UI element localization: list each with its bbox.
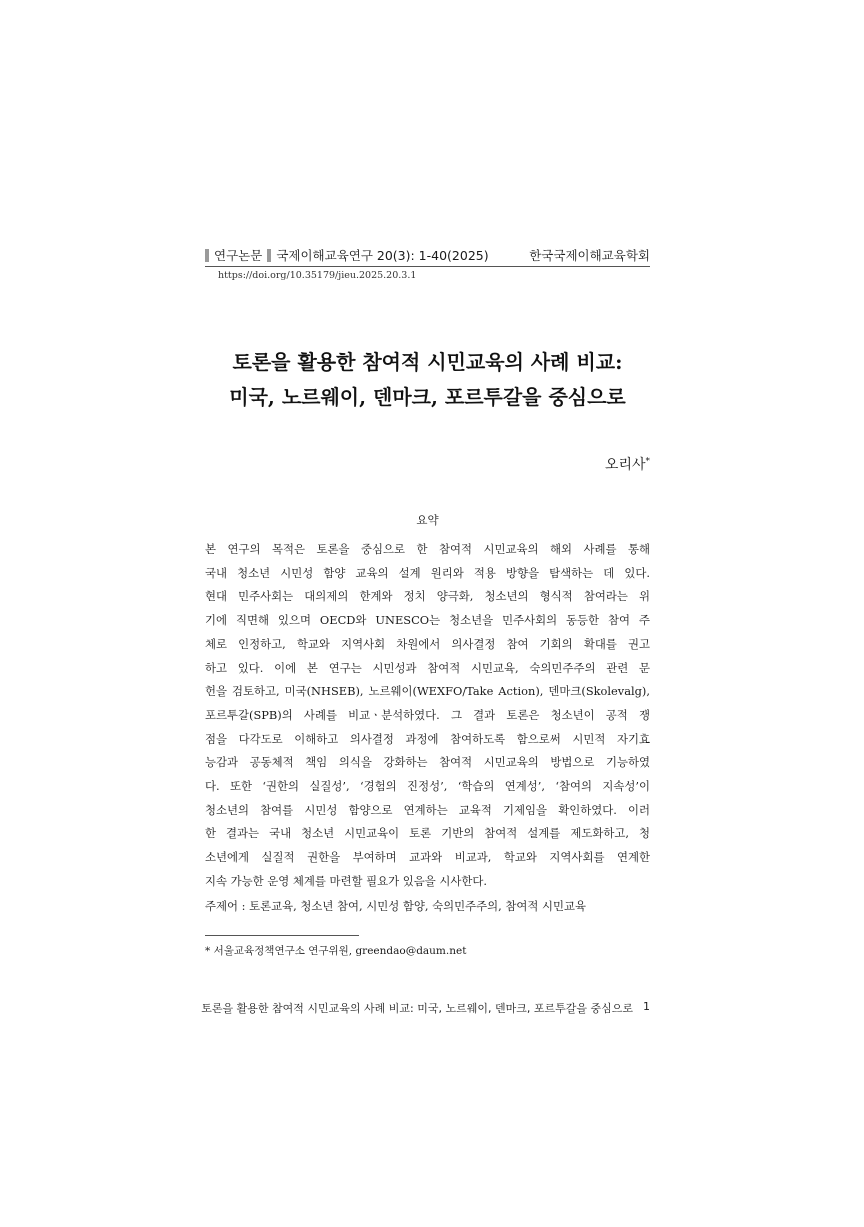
title-line: 미국, 노르웨이, 덴마크, 포르투갈을 중심으로 (229, 385, 626, 409)
author-name: 오리사 (604, 457, 646, 473)
article-type: 연구논문 (214, 248, 263, 263)
abstract-line: 본 연구의 목적은 토론을 중심으로 한 참여적 시민교육의 해외 사례를 통해 (205, 542, 650, 556)
abstract-line: 하고 있다. 이에 본 연구는 시민성과 참여적 시민교육, 숙의민주주의 관련 문 (205, 660, 650, 675)
abstract-line: 포르투갈(SPB)의 사례를 비교ㆍ분석하였다. 그 결과 토론은 청소년이 공적 쟁 (205, 707, 650, 722)
abstract-line: 청소년의 참여를 시민성 함양으로 연계하는 교육적 기제임을 확인하였다. 이러 (205, 802, 650, 817)
bar-mark-icon (267, 249, 271, 262)
paper-title (205, 345, 650, 415)
abstract-line: 소년에게 실질적 권한을 부여하며 교과와 비교과, 학교와 지역사회를 연계한 (205, 850, 650, 865)
abstract-line: 현대 민주사회는 대의제의 한계와 정치 양극화, 청소년의 형식적 참여라는 위 (205, 589, 650, 604)
author (605, 454, 650, 474)
abstract-line: 한 결과는 국내 청소년 시민교육이 토론 기반의 참여적 설계를 제도화하고, 청 (205, 826, 650, 841)
abstract-line: 국내 청소년 시민성 함양 교육의 설계 원리와 적용 방향을 탐색하는 데 있다. (205, 565, 650, 580)
page-footer (201, 1000, 650, 1016)
society-name: 한국국제이해교육학회 (529, 248, 650, 263)
footnote-divider (205, 935, 359, 936)
abstract-heading: 요약 (416, 513, 439, 527)
abstract-line: 다. 또한 ‘권한의 실질성’, ‘경험의 진정성’, ‘학습의 연계성’, ‘참여의 지속성’이 (205, 779, 650, 794)
keywords: 주제어 : 토론교육, 청소년 참여, 시민성 함양, 숙의민주주의, 참여적 시민교육 (205, 899, 587, 913)
running-title: 토론을 활용한 참여적 시민교육의 사례 비교: 미국, 노르웨이, 덴마크, 포르투갈을 중심으로 (201, 1002, 633, 1015)
abstract-line: 지속 가능한 운영 체계를 마련할 필요가 있음을 시사한다. (205, 873, 488, 888)
abstract-line: 체로 인정하고, 학교와 지역사회 차원에서 의사결정 참여 기회의 확대를 권고 (205, 636, 650, 651)
page-number: 1 (643, 1000, 650, 1013)
header-left (205, 246, 489, 264)
bar-mark-icon (205, 249, 209, 262)
author-footnote: * 서울교육정책연구소 연구위원, greendao@daum.net (205, 945, 467, 957)
journal-header (205, 246, 650, 267)
abstract-line: 기에 직면해 있으며 OECD와 UNESCO는 청소년을 민주사회의 동등한 참여 주 (205, 613, 650, 628)
abstract-line: 능감과 공동체적 책임 의식을 강화하는 참여적 시민교육의 방법으로 기능하였 (205, 755, 650, 770)
abstract-line: 헌을 검토하고, 미국(NHSEB), 노르웨이(WEXFO/Take Action), 덴마크(Skolevalg), (205, 684, 650, 699)
journal-citation: 국제이해교육연구 20(3): 1-40(2025) (276, 248, 489, 263)
title-line: 토론을 활용한 참여적 시민교육의 사례 비교: (232, 350, 623, 374)
abstract-body (205, 538, 650, 894)
doi-link[interactable]: https://doi.org/10.35179/jieu.2025.20.3.1 (218, 270, 417, 281)
author-footnote-mark: * (645, 456, 650, 467)
abstract-line: 점을 다각도로 이해하고 의사결정 과정에 참여하도록 함으로써 시민적 자기효 (205, 731, 650, 746)
